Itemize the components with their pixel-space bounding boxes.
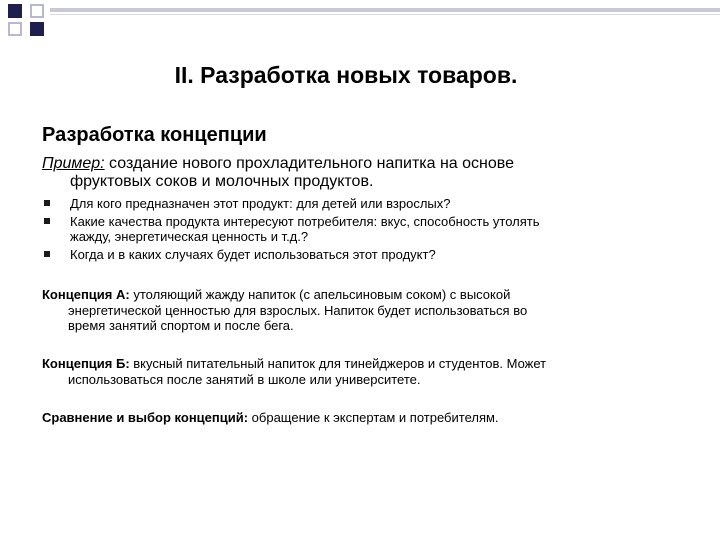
comparison-label: Сравнение и выбор концепций: bbox=[42, 410, 249, 425]
list-item-text: Для кого предназначен этот продукт: для детей или взрослых? bbox=[70, 196, 451, 211]
header-decoration bbox=[0, 0, 720, 40]
concept-b-line-1: вкусный питательный напиток для тинейджеров и студентов. Может bbox=[129, 356, 547, 371]
concept-a bbox=[42, 287, 672, 334]
square-bullet-icon bbox=[44, 200, 50, 206]
section-heading: Разработка концепции bbox=[42, 124, 267, 146]
light-square-icon bbox=[8, 22, 22, 36]
square-bullet-icon bbox=[44, 251, 50, 257]
dark-square-icon bbox=[8, 4, 22, 18]
dark-square-icon bbox=[30, 22, 44, 36]
comparison bbox=[42, 410, 672, 426]
example-line-1: создание нового прохладительного напитка на основе bbox=[104, 155, 514, 172]
list-item-text: Какие качества продукта интересуют потребителя: вкус, способность утолять bbox=[70, 214, 540, 229]
concept-a-line-3: время занятий спортом и после бега. bbox=[68, 318, 294, 333]
list-item bbox=[42, 196, 672, 211]
concept-a-line-2: энергетической ценностью для взрослых. Напиток будет использоваться во bbox=[68, 302, 528, 318]
header-bar bbox=[50, 8, 720, 12]
concept-a-label: Концепция А: bbox=[42, 287, 130, 302]
list-item-text-cont: жажду, энергетическая ценность и т.д.? bbox=[70, 229, 309, 244]
square-bullet-icon bbox=[44, 218, 50, 224]
example-lead: Пример: bbox=[42, 155, 105, 172]
question-list bbox=[42, 196, 672, 265]
concept-b-label: Концепция Б: bbox=[42, 356, 130, 371]
light-square-icon bbox=[30, 4, 44, 18]
example-line-2: фруктовых соков и молочных продуктов. bbox=[70, 173, 374, 190]
concept-a-line-1: утоляющий жажду напиток (с апельсиновым соком) с высокой bbox=[129, 287, 511, 302]
list-item-text: Когда и в каких случаях будет использоваться этот продукт? bbox=[70, 247, 436, 262]
concept-b-line-2: использоваться после занятий в школе или университете. bbox=[68, 371, 421, 387]
list-item bbox=[42, 247, 672, 262]
page-title: II. Разработка новых товаров. bbox=[174, 62, 518, 88]
example-text bbox=[42, 155, 682, 191]
comparison-text: обращение к экспертам и потребителям. bbox=[248, 410, 499, 425]
list-item bbox=[42, 214, 672, 244]
concept-b bbox=[42, 356, 672, 387]
header-bar-thin bbox=[50, 14, 720, 15]
